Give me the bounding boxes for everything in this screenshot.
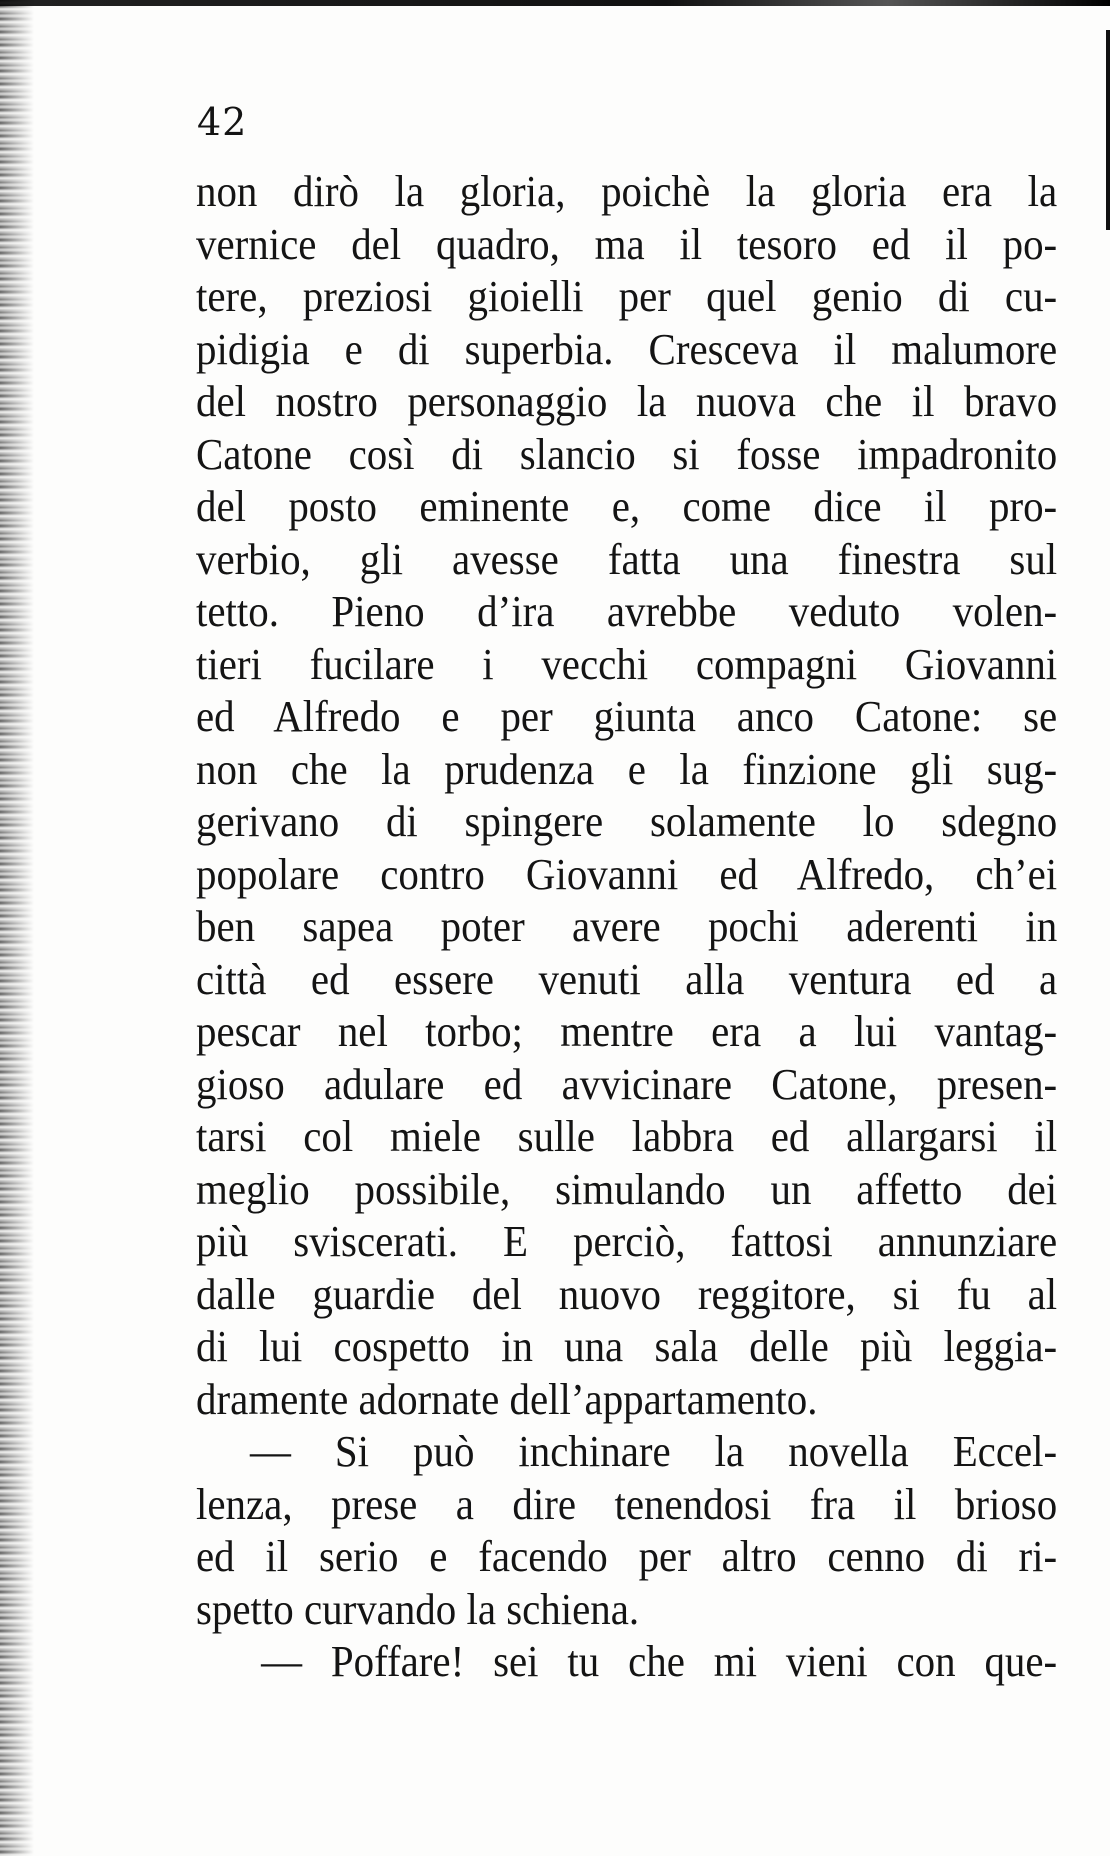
text-line: gerivano di spingere solamente lo sdegno <box>196 797 1058 846</box>
text-line: dalle guardie del nuovo reggitore, si fu al <box>196 1269 1058 1319</box>
text-line: pescar nel torbo; mentre era a lui vantag- <box>196 1007 1058 1056</box>
text-line: spetto curvando la schiena. <box>196 1584 640 1634</box>
text-line: tieri fucilare i vecchi compagni Giovanni <box>196 639 1058 689</box>
text-line: ed il serio e facendo per altro cenno di ri- <box>196 1532 1058 1581</box>
page-number: 42 <box>197 100 248 144</box>
text-line: verbio, gli avesse fatta una finestra sul <box>196 534 1058 584</box>
text-line: più sviscerati. E perciò, fattosi annunziare <box>196 1217 1058 1266</box>
text-line: Catone così di slancio si fosse impadronito <box>196 429 1058 479</box>
text-line: — Poffare! sei tu che mi vieni con que- <box>261 1637 1058 1686</box>
text-line: del posto eminente e, come dice il pro- <box>196 482 1058 531</box>
scan-binding-shadow <box>0 0 34 1856</box>
text-line: meglio possibile, simulando un affetto dei <box>196 1164 1058 1214</box>
text-line: tetto. Pieno d’ira avrebbe veduto volen- <box>196 587 1058 636</box>
scan-right-edge <box>1106 30 1110 230</box>
text-line: non dirò la gloria, poichè la gloria era la <box>196 167 1058 216</box>
text-line: ed Alfredo e per giunta anco Catone: se <box>196 692 1058 741</box>
body-text <box>196 166 1058 1689</box>
text-line: tere, preziosi gioielli per quel genio di cu- <box>196 272 1058 321</box>
text-line: non che la prudenza e la finzione gli sug- <box>196 744 1058 794</box>
text-line: lenza, prese a dire tenendosi fra il brioso <box>196 1479 1058 1529</box>
text-line: ben sapea poter avere pochi aderenti in <box>196 902 1058 951</box>
scan-top-edge <box>0 0 1110 6</box>
text-line: del nostro personaggio la nuova che il bravo <box>196 377 1058 426</box>
text-line: gioso adulare ed avvicinare Catone, presen- <box>196 1059 1058 1109</box>
text-line: di lui cospetto in una sala delle più leggia- <box>196 1322 1058 1371</box>
text-line: popolare contro Giovanni ed Alfredo, ch’ei <box>196 849 1058 899</box>
text-line: dramente adornate dell’appartamento. <box>196 1374 818 1424</box>
text-line: — Si può inchinare la novella Eccel- <box>249 1427 1058 1476</box>
text-line: vernice del quadro, ma il tesoro ed il po- <box>196 219 1058 269</box>
text-line: tarsi col miele sulle labbra ed allargarsi il <box>196 1112 1058 1161</box>
text-line: città ed essere venuti alla ventura ed a <box>196 954 1058 1004</box>
text-line: pidigia e di superbia. Cresceva il malumore <box>196 324 1058 374</box>
